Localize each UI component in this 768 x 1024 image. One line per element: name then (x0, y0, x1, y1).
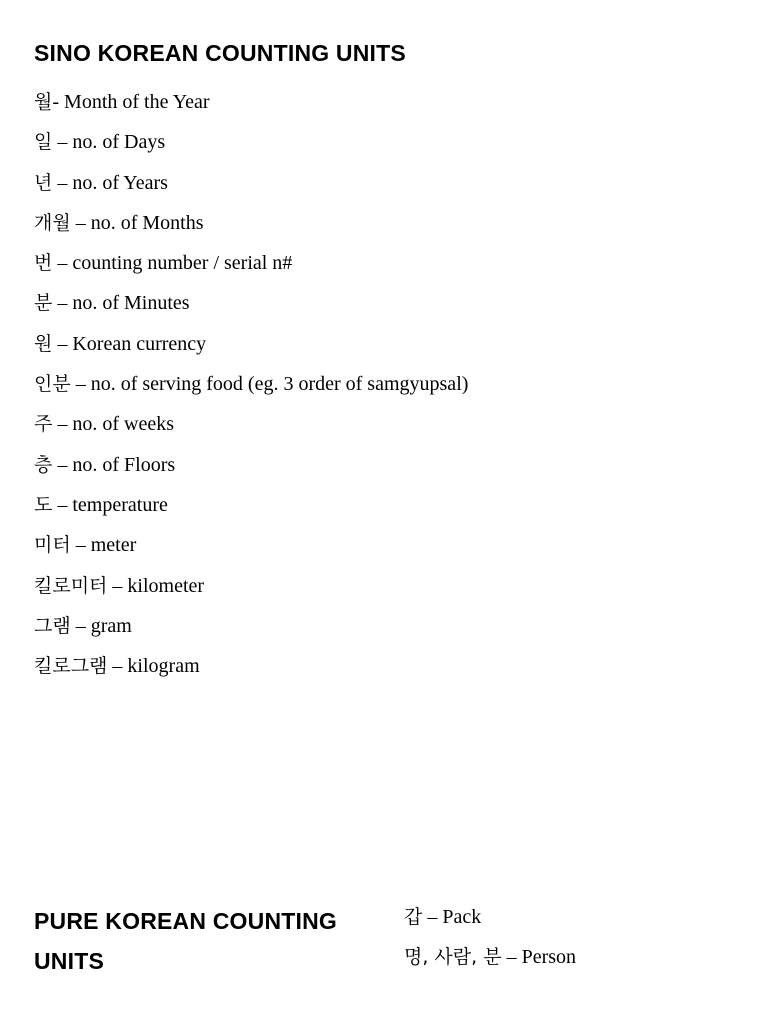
separator: – (70, 614, 91, 637)
korean-unit: 미터 (34, 534, 71, 557)
pure-korean-unit-list (404, 897, 576, 978)
unit-meaning: meter (90, 534, 137, 557)
unit-meaning: gram (90, 614, 132, 637)
korean-unit: 년 (34, 171, 53, 194)
separator: – (52, 292, 73, 315)
unit-entry (34, 283, 468, 323)
unit-entry (34, 82, 468, 122)
unit-entry (34, 485, 468, 525)
unit-meaning: no. of Days (72, 131, 166, 154)
separator: – (52, 171, 73, 194)
separator: – (70, 534, 91, 557)
korean-unit: 도 (34, 493, 53, 516)
korean-unit: 킬로미터 (34, 574, 108, 597)
unit-entry (34, 163, 468, 203)
unit-meaning: Month of the Year (64, 91, 210, 113)
separator: – (501, 946, 522, 969)
unit-entry (34, 364, 468, 404)
unit-meaning: Person (521, 946, 577, 969)
unit-entry (34, 445, 468, 485)
unit-entry (34, 525, 468, 565)
unit-entry (34, 646, 468, 686)
unit-meaning: no. of Months (90, 211, 204, 234)
unit-meaning: no. of weeks (72, 413, 174, 436)
unit-entry (34, 203, 468, 243)
separator: – (70, 211, 91, 234)
korean-unit: 분 (34, 292, 53, 315)
separator: – (52, 252, 73, 275)
separator: – (422, 906, 443, 928)
unit-entry (34, 324, 468, 364)
korean-unit: 주 (34, 413, 53, 436)
korean-unit: 월 (34, 91, 53, 113)
separator: – (52, 493, 73, 516)
korean-unit: 킬로그램 (34, 655, 108, 678)
unit-meaning: temperature (72, 493, 168, 516)
unit-meaning: no. of serving food (eg. 3 order of samgyupsal) (90, 373, 469, 396)
korean-unit: 번 (34, 252, 53, 275)
korean-unit: 인분 (34, 373, 71, 396)
separator: – (107, 655, 128, 678)
unit-meaning: no. of Floors (72, 453, 176, 476)
separator: – (52, 413, 73, 436)
separator: - (52, 91, 65, 113)
unit-entry (34, 243, 468, 283)
sino-korean-heading: SINO KOREAN COUNTING UNITS (34, 40, 406, 66)
unit-meaning: no. of Minutes (72, 292, 190, 315)
unit-entry (404, 897, 576, 937)
unit-entry (34, 566, 468, 606)
korean-unit: 층 (34, 453, 53, 476)
korean-unit: 갑 (404, 906, 423, 928)
unit-entry (34, 122, 468, 162)
sino-korean-unit-list (34, 82, 468, 686)
korean-unit: 일 (34, 131, 53, 154)
pure-korean-heading: PURE KOREAN COUNTING UNITS (34, 908, 338, 974)
separator: – (52, 131, 73, 154)
korean-unit: 개월 (34, 211, 71, 234)
separator: – (52, 453, 73, 476)
unit-entry (34, 606, 468, 646)
korean-unit: 그램 (34, 614, 71, 637)
unit-meaning: Pack (442, 906, 482, 928)
korean-unit: 원 (34, 332, 53, 355)
unit-meaning: Korean currency (72, 332, 207, 355)
korean-unit: 명, 사람, 분 (404, 946, 502, 969)
unit-meaning: kilometer (127, 574, 205, 597)
unit-entry (34, 404, 468, 444)
separator: – (52, 332, 73, 355)
unit-entry (404, 937, 576, 977)
separator: – (70, 373, 91, 396)
unit-meaning: counting number / serial n# (72, 252, 293, 275)
separator: – (107, 574, 128, 597)
unit-meaning: kilogram (127, 655, 200, 678)
unit-meaning: no. of Years (72, 171, 168, 194)
